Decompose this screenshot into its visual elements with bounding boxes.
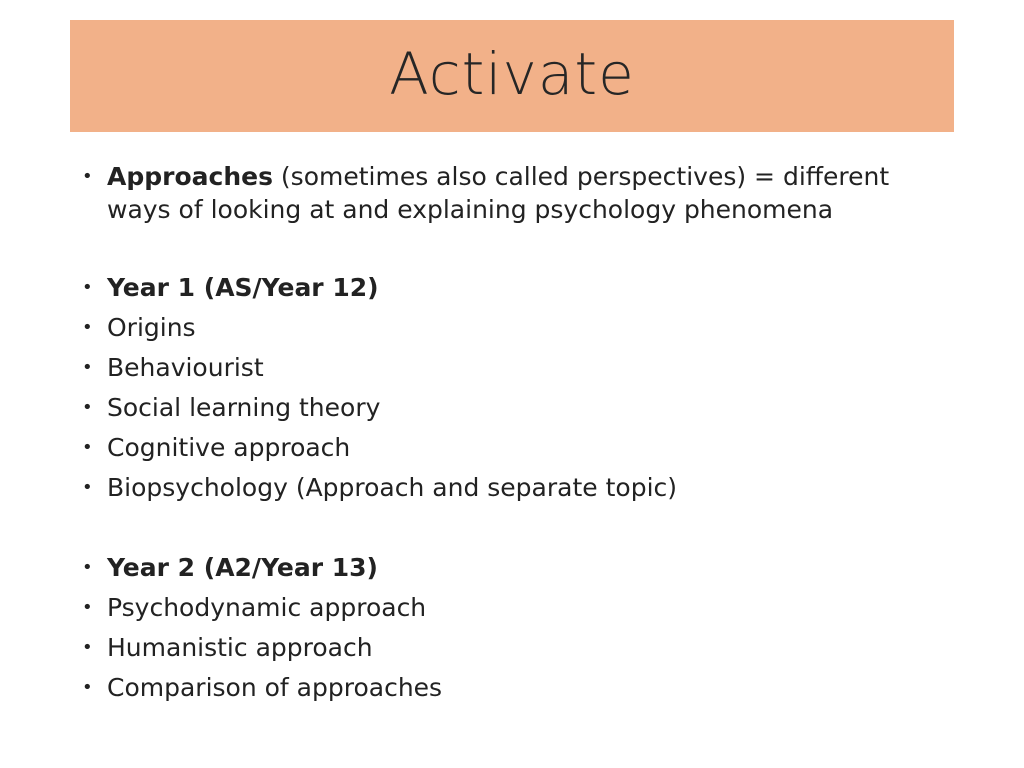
list-item xyxy=(80,431,940,464)
bullet-dot-icon: • xyxy=(82,317,93,338)
list-item xyxy=(80,351,940,384)
approaches-definition: (sometimes also called perspectives) = different ways of looking at and explaining psychology phenomena xyxy=(107,162,890,224)
year1-heading: Year 1 (AS/Year 12) xyxy=(107,273,379,302)
bullet-dot-icon: • xyxy=(82,677,93,698)
list-item xyxy=(80,311,940,344)
bullet-dot-icon: • xyxy=(82,637,93,658)
list-item-label: Biopsychology (Approach and separate topic) xyxy=(107,473,678,502)
title-banner xyxy=(70,20,954,132)
bullet-dot-icon: • xyxy=(82,557,93,578)
list-item xyxy=(80,471,940,504)
bullet-dot-icon: • xyxy=(82,166,93,187)
bullet-dot-icon: • xyxy=(82,437,93,458)
year2-heading: Year 2 (A2/Year 13) xyxy=(107,553,378,582)
list-item-label: Social learning theory xyxy=(107,393,381,422)
list-item-label: Psychodynamic approach xyxy=(107,593,427,622)
list-item xyxy=(80,591,940,624)
list-item-label: Origins xyxy=(107,313,196,342)
list-item-label: Behaviourist xyxy=(107,353,264,382)
year1-heading-bullet xyxy=(80,271,940,304)
bullet-dot-icon: • xyxy=(82,357,93,378)
bullet-dot-icon: • xyxy=(82,277,93,298)
list-item-label: Cognitive approach xyxy=(107,433,351,462)
list-item xyxy=(80,671,940,704)
bullet-dot-icon: • xyxy=(82,597,93,618)
slide-body xyxy=(80,160,940,711)
intro-bullet xyxy=(80,160,940,226)
list-item-label: Comparison of approaches xyxy=(107,673,443,702)
year2-heading-bullet xyxy=(80,551,940,584)
slide-title: Activate xyxy=(389,40,635,108)
bullet-dot-icon: • xyxy=(82,477,93,498)
approaches-term: Approaches xyxy=(107,162,273,191)
list-item xyxy=(80,631,940,664)
bullet-dot-icon: • xyxy=(82,397,93,418)
list-item-label: Humanistic approach xyxy=(107,633,373,662)
list-item xyxy=(80,391,940,424)
